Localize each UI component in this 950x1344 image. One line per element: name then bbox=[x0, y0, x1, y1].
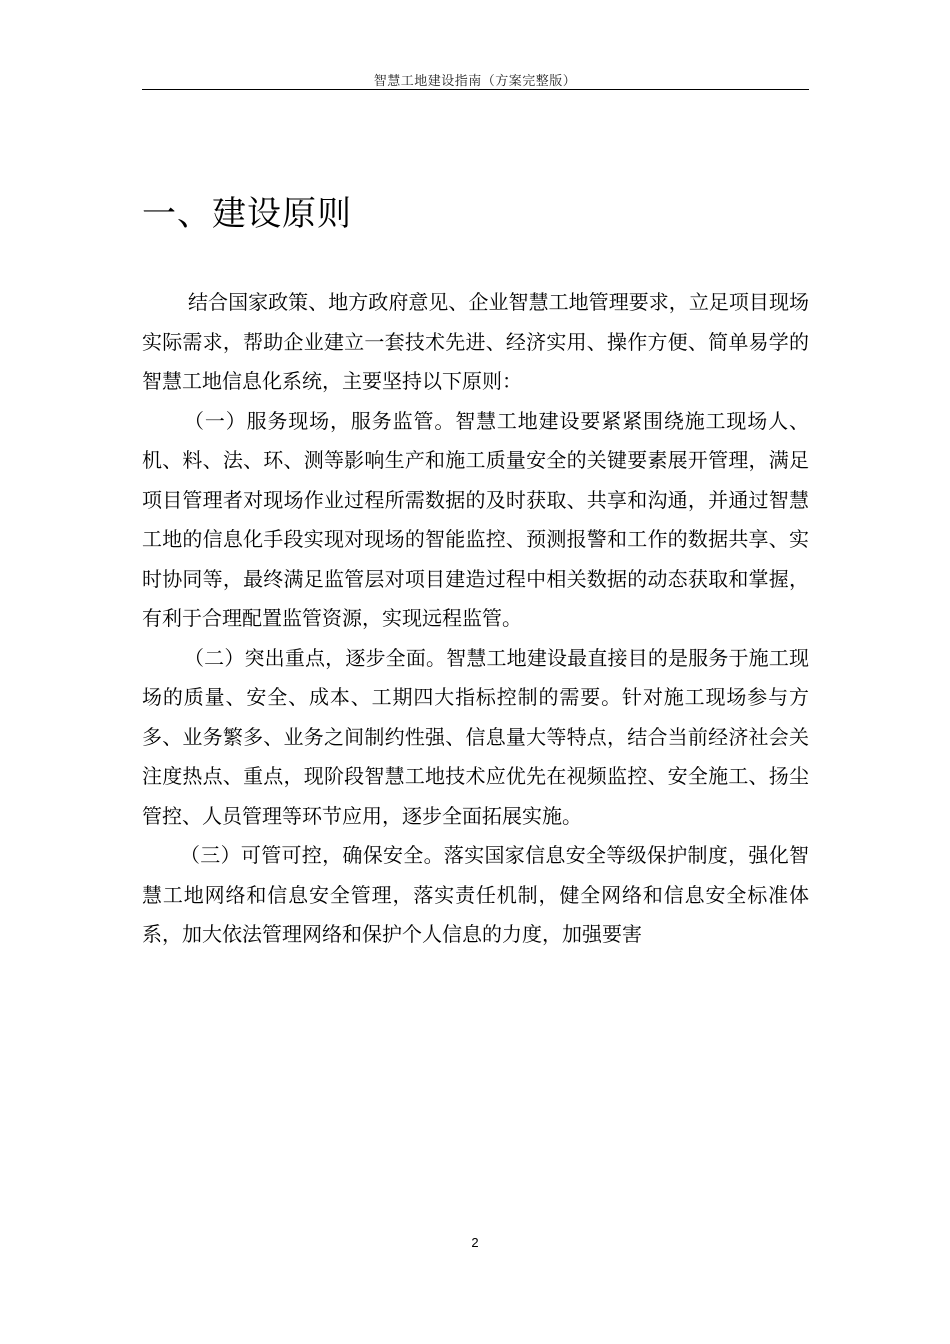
paragraph-principle-1: （一）服务现场，服务监管。智慧工地建设要紧紧围绕施工现场人、机、料、法、环、测等影响生产和施工质量安全的关键要素展开管理，满足项目管理者对现场作业过程所需数据的及时获取、共享和沟通，并通过智慧工地的信息化手段实现对现场的智能监控、预测报警和工作的数据共享、实时协同等，最终满足监管层对项目建造过程中相关数据的动态获取和掌握，有利于合理配置监管资源，实现远程监管。 bbox=[142, 408, 809, 630]
section-title: 一、建设原则 bbox=[142, 194, 352, 234]
page-number: 2 bbox=[471, 1235, 479, 1250]
paragraph-intro: 结合国家政策、地方政府意见、企业智慧工地管理要求，立足项目现场实际需求，帮助企业建立一套技术先进、经济实用、操作方便、简单易学的智慧工地信息化系统，主要坚持以下原则： bbox=[142, 290, 809, 393]
running-header: 智慧工地建设指南（方案完整版） bbox=[373, 74, 577, 89]
header-rule bbox=[142, 89, 809, 90]
paragraph-principle-2: （二）突出重点，逐步全面。智慧工地建设最直接目的是服务于施工现场的质量、安全、成本、工期四大指标控制的需要。针对施工现场参与方多、业务繁多、业务之间制约性强、信息量大等特点，结合当前经济社会关注度热点、重点，现阶段智慧工地技术应优先在视频监控、安全施工、扬尘管控、人员管理等环节应用，逐步全面拓展实施。 bbox=[142, 645, 809, 828]
paragraph-principle-3: （三）可管可控，确保安全。落实国家信息安全等级保护制度，强化智慧工地网络和信息安全管理，落实责任机制，健全网络和信息安全标准体系，加大依法管理网络和保护个人信息的力度，加强要害 bbox=[142, 843, 809, 946]
body-text bbox=[142, 283, 809, 955]
